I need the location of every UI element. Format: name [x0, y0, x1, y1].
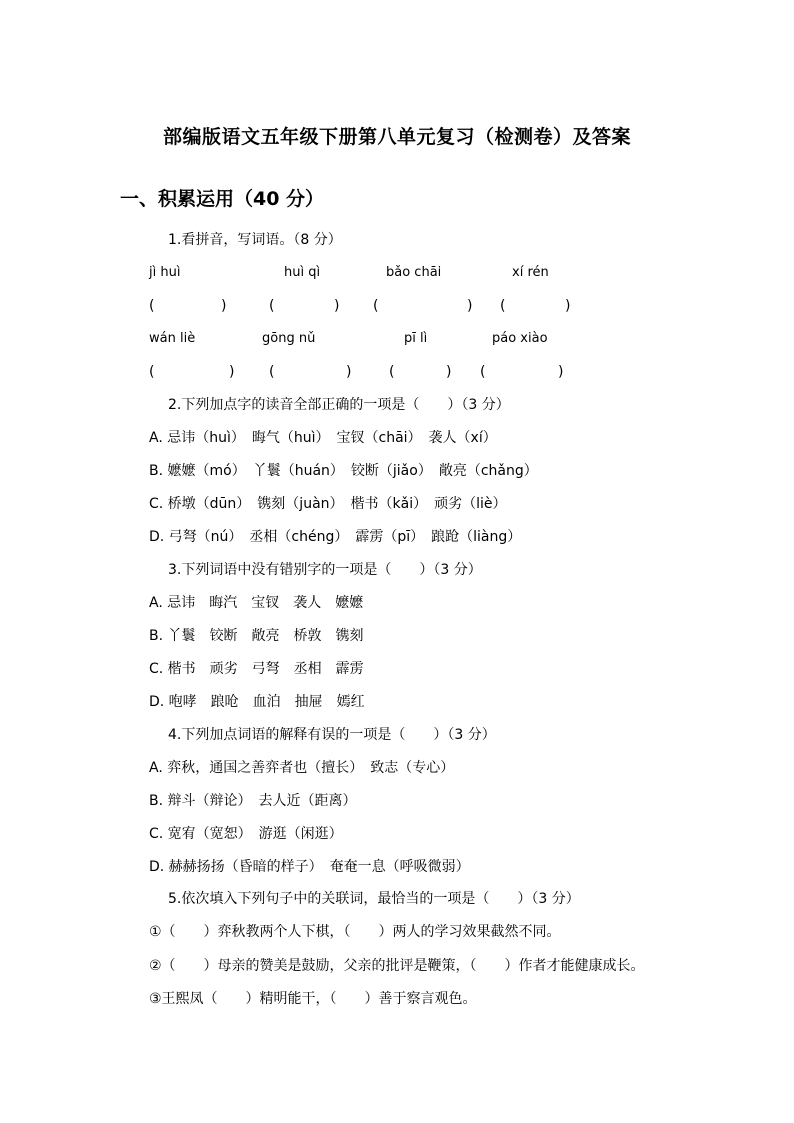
pinyin-2: huì qì: [284, 265, 321, 280]
paren-close: ): [467, 298, 473, 314]
page-title: 部编版语文五年级下册第八单元复习（检测卷）及答案: [162, 126, 631, 148]
pinyin-6: gōng nǔ: [262, 331, 316, 346]
question-5-prompt: 5.依次填入下列句子中的关联词，最恰当的一项是（ ）（3 分）: [168, 891, 580, 907]
paren-open: (: [269, 364, 275, 380]
paren-open: (: [500, 298, 506, 314]
pinyin-1: jì huì: [149, 265, 181, 280]
question-2-option-c: C. 桥墩（dūn） 镌刻（juàn） 楷书（kǎi） 顽劣（liè）: [149, 496, 507, 512]
paren-open: (: [149, 298, 155, 314]
question-3-option-b: B. 丫鬟 铰断 敞亮 桥敦 镌刻: [149, 628, 364, 644]
question-4-option-d: D. 赫赫扬扬（昏暗的样子） 奄奄一息（呼吸微弱）: [149, 859, 470, 875]
pinyin-4: xí rén: [512, 265, 549, 280]
paren-close: ): [221, 298, 227, 314]
question-3-option-a: A. 忌讳 晦汽 宝钗 袭人 嬷嬷: [149, 595, 364, 611]
question-2-prompt: 2.下列加点字的读音全部正确的一项是（ ）（3 分）: [168, 397, 510, 413]
question-3-option-c: C. 楷书 顽劣 弓弩 丞相 霹雳: [149, 661, 364, 677]
paren-close: ): [446, 364, 452, 380]
paren-open: (: [389, 364, 395, 380]
question-2-option-a: A. 忌讳（huì） 晦气（huì） 宝钗（chāi） 袭人（xí）: [149, 430, 497, 446]
paren-close: ): [558, 364, 564, 380]
paren-open: (: [480, 364, 486, 380]
question-4-option-a: A. 弈秋，通国之善弈者也（擅长） 致志（专心）: [149, 760, 455, 776]
paren-open: (: [373, 298, 379, 314]
paren-close: ): [334, 298, 340, 314]
paren-close: ): [565, 298, 571, 314]
question-2-option-d: D. 弓弩（nú） 丞相（chéng） 霹雳（pī） 踉跄（liàng）: [149, 529, 522, 545]
question-4-option-b: B. 辩斗（辩论） 去人近（距离）: [149, 793, 357, 809]
question-1-prompt: 1.看拼音，写词语。（8 分）: [168, 232, 342, 248]
paren-open: (: [269, 298, 275, 314]
section-heading: 一、积累运用（40 分）: [120, 188, 325, 210]
question-4-option-c: C. 宽宥（宽恕） 游逛（闲逛）: [149, 826, 343, 842]
pinyin-3: bǎo chāi: [386, 265, 442, 280]
paren-close: ): [229, 364, 235, 380]
question-2-option-b: B. 嬷嬷（mó） 丫鬟（huán） 铰断（jiǎo） 敞亮（chǎng）: [149, 463, 538, 479]
question-3-prompt: 3.下列词语中没有错别字的一项是（ ）（3 分）: [168, 562, 482, 578]
paren-close: ): [346, 364, 352, 380]
pinyin-7: pī lì: [404, 331, 428, 346]
paren-open: (: [149, 364, 155, 380]
question-5-sentence-3: ③王熙凤（ ）精明能干，（ ）善于察言观色。: [149, 991, 477, 1007]
question-5-sentence-2: ②（ ）母亲的赞美是鼓励，父亲的批评是鞭策，（ ）作者才能健康成长。: [149, 958, 645, 974]
pinyin-8: páo xiào: [492, 331, 548, 346]
question-5-sentence-1: ①（ ）弈秋教两个人下棋，（ ）两人的学习效果截然不同。: [149, 924, 561, 940]
question-4-prompt: 4.下列加点词语的解释有误的一项是（ ）（3 分）: [168, 727, 496, 743]
pinyin-5: wán liè: [149, 331, 196, 346]
question-3-option-d: D. 咆哮 踉呛 血泊 抽屉 嫣红: [149, 694, 365, 710]
